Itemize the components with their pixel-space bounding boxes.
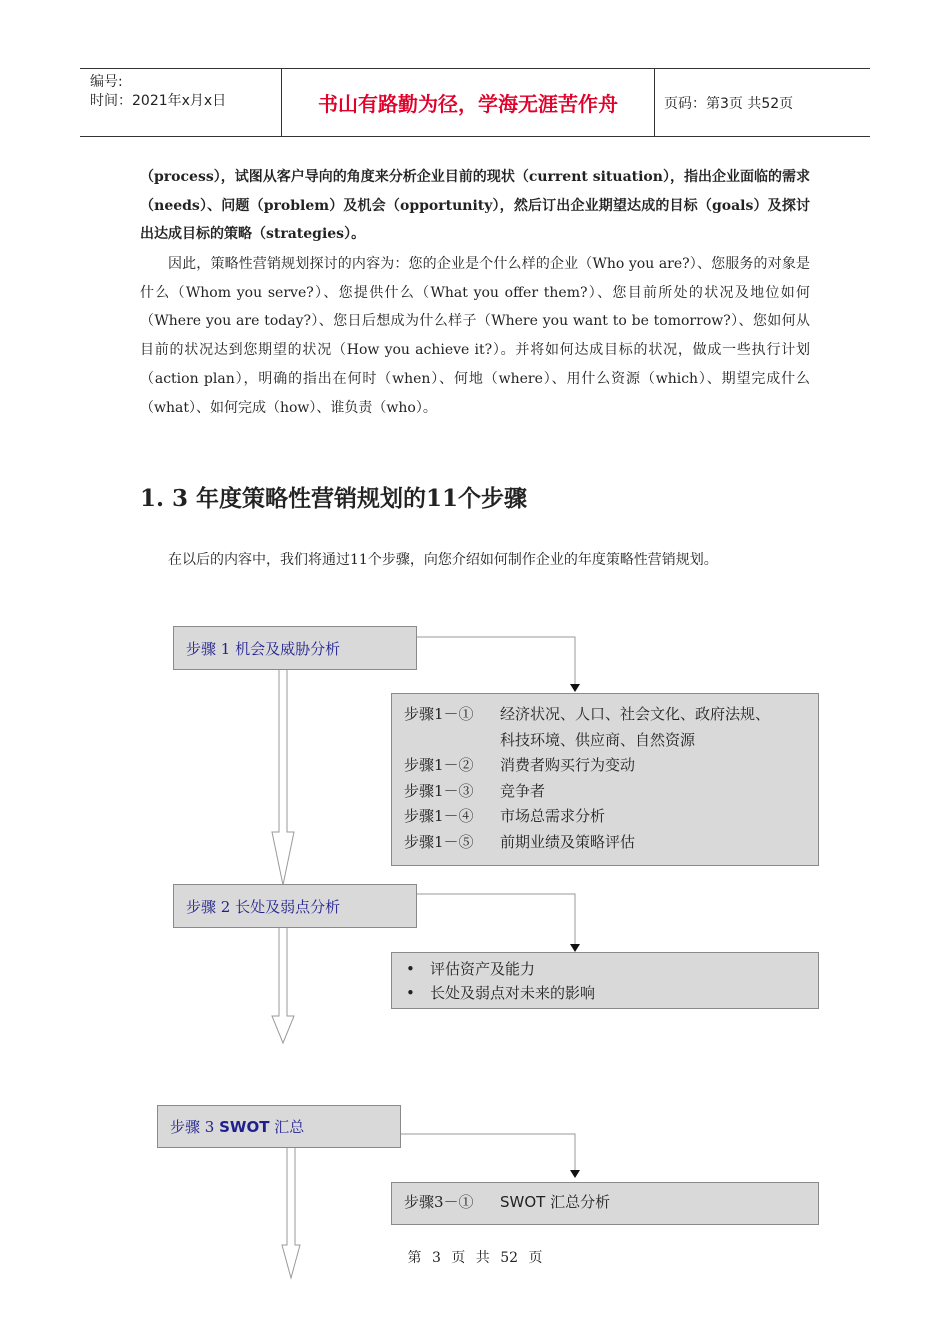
connector-step1 (416, 637, 575, 684)
page-footer: 第 3 页 共 52 页 (407, 1250, 543, 1266)
detail-row (404, 753, 806, 779)
paragraph-content: 因此，策略性营销规划探讨的内容为：您的企业是个什么样的企业（Who you are?）、您服务的对象是什么（Whom you serve?）、您提供什么（What you offer them?）、您目前所处的状况及地位如何（Where you are today?）、您日后想成为什么样子（Where you want to be tomorrow?）、您如何从目前的状况达到您期望的状况（How you achieve it?）。并将如何达成目标的状况，做成一些执行计划（action plan），明确的指出在何时（when）、何地（where）、用什么资源（which）、期望完成什么（what）、如何完成（how）、谁负责（who）。 (140, 256, 810, 416)
section-heading: 1. 3 年度策略性营销规划的11个步骤 (140, 485, 528, 512)
detail-key: 步骤3－① (404, 1193, 474, 1211)
detail-row (404, 1190, 806, 1216)
arrowhead-1 (570, 684, 580, 692)
bullet-icon: • (406, 984, 415, 1002)
detail-value: 市场总需求分析 (500, 807, 606, 825)
arrowhead-3 (570, 1170, 580, 1178)
detail-key (404, 728, 500, 754)
detail-value: 消费者购买行为变动 (500, 756, 636, 774)
step-2-label: 步骤 2 长处及弱点分析 (186, 897, 341, 916)
bullet-text: 长处及弱点对未来的影响 (430, 984, 596, 1002)
arrowhead-2 (570, 944, 580, 952)
detail-value: SWOT 汇总分析 (500, 1193, 611, 1211)
header-meta (80, 69, 282, 136)
detail-value: 科技环境、供应商、自然资源 (500, 730, 696, 749)
step-1-details (391, 693, 819, 866)
step-3-swot: SWOT (219, 1118, 270, 1136)
detail-value: 经济状况、人口、社会文化、政府法规、 (500, 705, 771, 723)
step-3-details (391, 1182, 819, 1225)
detail-key: 步骤1－② (404, 756, 474, 774)
detail-row (404, 702, 806, 728)
detail-key: 步骤1－① (404, 705, 474, 723)
detail-row (404, 830, 806, 856)
step-3-label (170, 1116, 304, 1137)
document-header (80, 68, 870, 137)
step-2-details (391, 952, 819, 1009)
detail-key: 步骤1－③ (404, 781, 474, 800)
down-arrow-2 (272, 928, 294, 1043)
connector-step3 (400, 1134, 575, 1170)
detail-row (404, 779, 806, 805)
step-3-suffix: 汇总 (269, 1118, 305, 1136)
paragraph-intro: 在以后的内容中，我们将通过11个步骤，向您介绍如何制作企业的年度策略性营销规划。 (168, 552, 718, 568)
bullet-text: 评估资产及能力 (430, 960, 536, 978)
step-1-label: 步骤 1 机会及威胁分析 (186, 639, 341, 658)
header-page-number: 页码：第3页 共52页 (664, 95, 794, 112)
down-arrow-1 (272, 670, 294, 885)
detail-value: 竞争者 (500, 781, 546, 800)
detail-key: 步骤1－⑤ (404, 832, 474, 851)
step-3-box (157, 1105, 401, 1148)
bullet-item (404, 981, 806, 1005)
detail-key: 步骤1－④ (404, 807, 474, 825)
bullet-item (404, 957, 806, 981)
document-time-label: 时间：2021年x月x日 (90, 93, 227, 109)
paragraph-process: （process），试图从客户导向的角度来分析企业目前的现状（current situation），指出企业面临的需求（needs）、问题（problem）及机会（opportunity），然后订出企业期望达成的目标（goals）及探讨出达成目标的策略（strategies）。 (140, 169, 810, 243)
step-1-box (173, 626, 417, 670)
header-motto: 书山有路勤为径，学海无涯苦作舟 (282, 69, 655, 136)
step-2-box (173, 884, 417, 928)
document-number-label: 编号: (90, 74, 123, 90)
detail-value: 前期业绩及策略评估 (500, 832, 636, 851)
step-3-prefix: 步骤 3 (170, 1118, 220, 1136)
bullet-icon: • (406, 960, 415, 978)
detail-row (404, 728, 806, 754)
connector-step2 (416, 894, 575, 944)
detail-row (404, 804, 806, 830)
